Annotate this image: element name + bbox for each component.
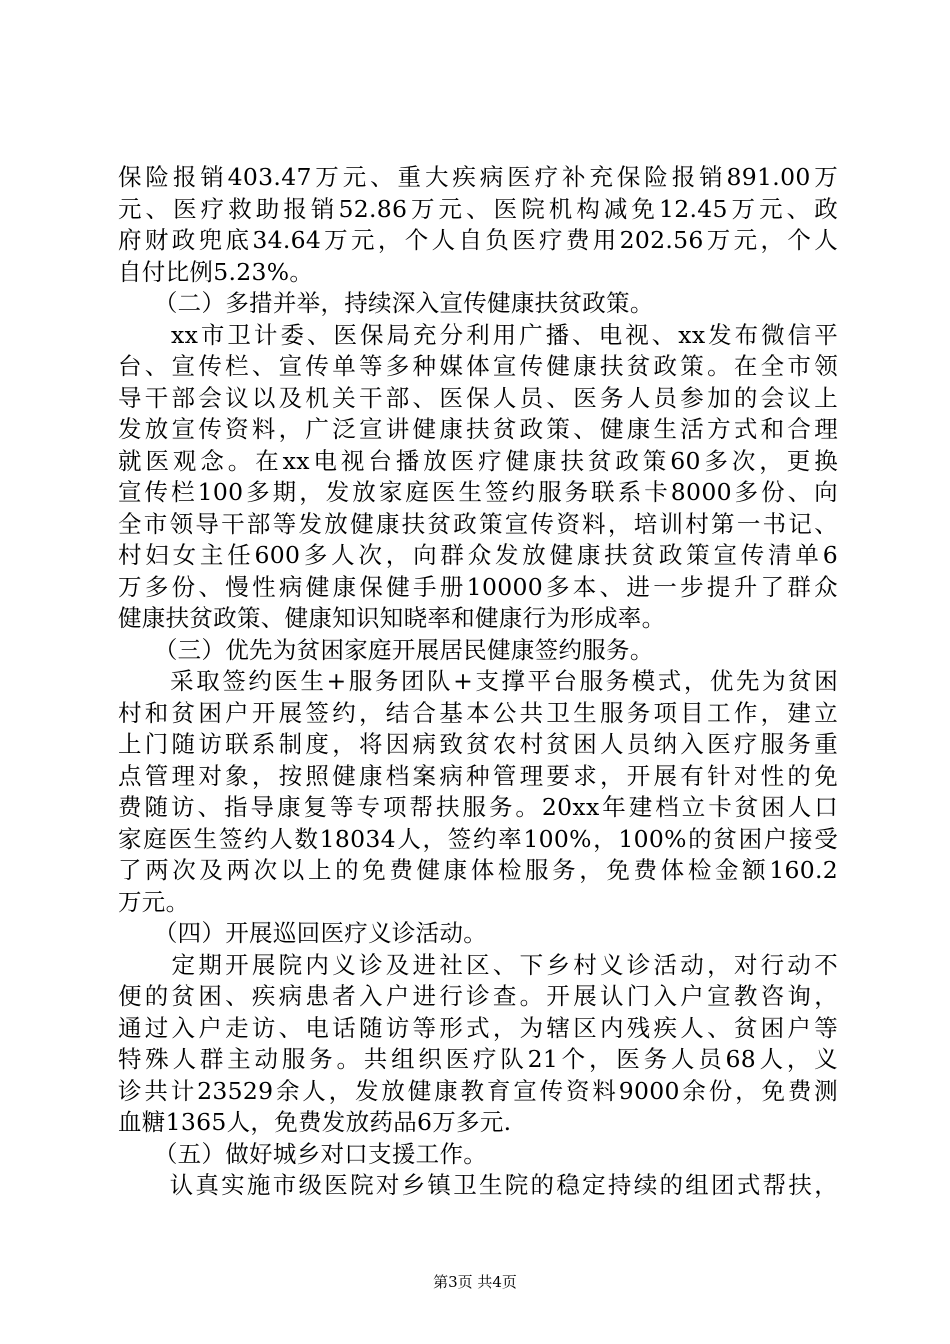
body-line: 上门随访联系制度，将因病致贫农村贫困人员纳入医疗服务重 [118,730,838,758]
body-line: 村妇女主任600多人次，向群众发放健康扶贫政策宣传清单6 [118,541,838,569]
body-line: 台、宣传栏、宣传单等多种媒体宣传健康扶贫政策。在全市领 [118,352,838,380]
page-footer: 第3页 共4页 [433,1273,517,1291]
body-line: 府财政兜底34.64万元，个人自负医疗费用202.56万元，个人 [118,226,838,254]
body-line: （二）多措并举，持续深入宣传健康扶贫政策。 [118,289,654,317]
body-line: 便的贫困、疾病患者入户进行诊查。开展认门入户宣教咨询， [118,982,838,1010]
body-line: 元、医疗救助报销52.86万元、医院机构减免12.45万元、政 [118,194,838,223]
body-line: 万元。 [118,887,190,916]
body-line: 发放宣传资料，广泛宣讲健康扶贫政策、健康生活方式和合理 [118,415,838,443]
body-line: xx市卫计委、医保局充分利用广播、电视、xx发布微信平 [118,320,838,349]
body-line: 血糖1365人，免费发放药品6万多元. [118,1108,512,1136]
body-line: 定期开展院内义诊及进社区、下乡村义诊活动，对行动不 [118,950,838,979]
body-line: 特殊人群主动服务。共组织医疗队21个，医务人员68人，义 [118,1045,838,1073]
body-line: 通过入户走访、电话随访等形式，为辖区内残疾人、贫困户等 [118,1013,838,1042]
body-line: 村和贫困户开展签约，结合基本公共卫生服务项目工作，建立 [118,698,838,727]
body-line: 家庭医生签约人数18034人，签约率100%，100%的贫困户接受 [118,824,838,853]
body-line: 就医观念。在xx电视台播放医疗健康扶贫政策60多次，更换 [118,446,838,475]
body-line: 采取签约医生+服务团队+支撑平台服务模式，优先为贫困 [118,667,838,695]
document-body [118,162,838,1202]
body-line: 了两次及两次以上的免费健康体检服务，免费体检金额160.2 [118,856,838,884]
body-line: 导干部会议以及机关干部、医保人员、医务人员参加的会议上 [118,383,838,412]
body-line: （五）做好城乡对口支援工作。 [118,1139,488,1168]
body-line: 保险报销403.47万元、重大疾病医疗补充保险报销891.00万 [118,163,838,191]
body-line: 万多份、慢性病健康保健手册10000多本、进一步提升了群众 [118,572,838,601]
body-line: 全市领导干部等发放健康扶贫政策宣传资料，培训村第一书记、 [118,509,838,538]
body-line: 健康扶贫政策、健康知识知晓率和健康行为形成率。 [118,604,666,632]
body-line: （四）开展巡回医疗义诊活动。 [118,919,488,947]
body-line: 自付比例5.23%。 [118,257,314,286]
body-line: 点管理对象，按照健康档案病种管理要求，开展有针对性的免 [118,761,838,790]
body-line: 认真实施市级医院对乡镇卫生院的稳定持续的组团式帮扶， [118,1171,838,1199]
body-line: 宣传栏100多期，发放家庭医生签约服务联系卡8000多份、向 [118,478,838,506]
body-line: 费随访、指导康复等专项帮扶服务。20xx年建档立卡贫困人口 [118,793,838,821]
body-line: 诊共计23529余人，发放健康教育宣传资料9000余份，免费测 [118,1076,838,1105]
body-line: （三）优先为贫困家庭开展居民健康签约服务。 [118,635,654,664]
